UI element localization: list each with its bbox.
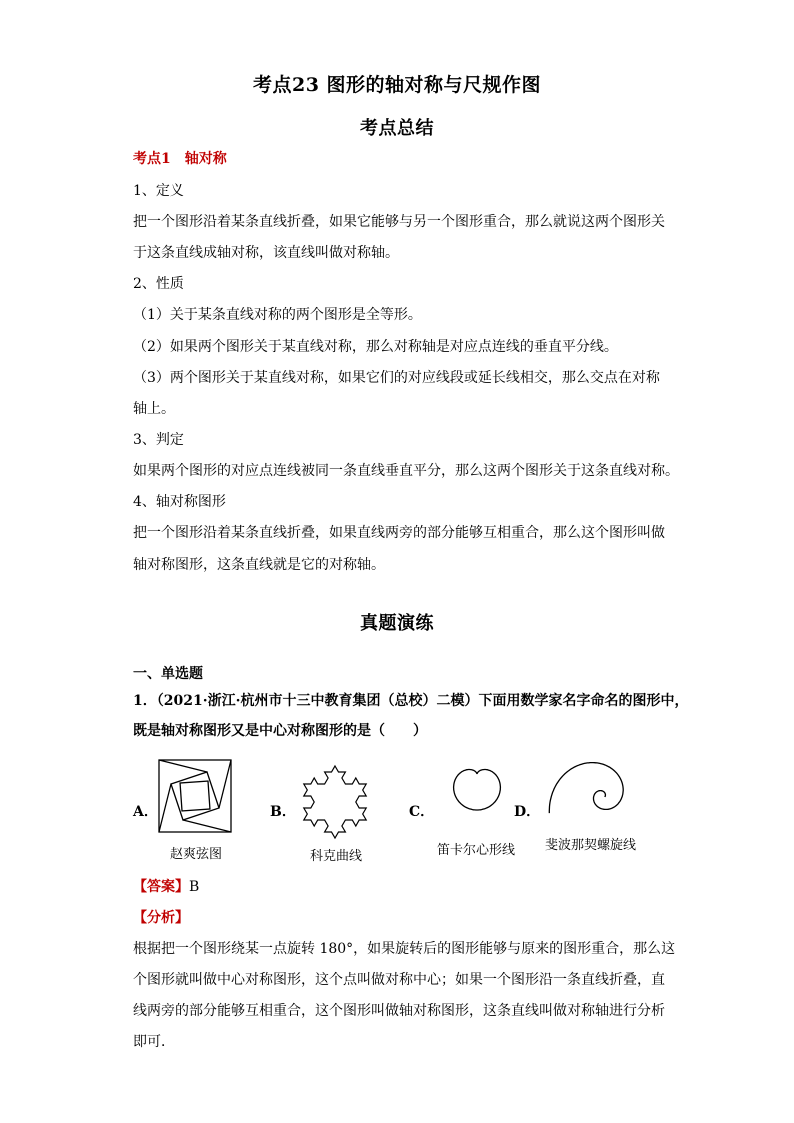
fibonacci-spiral-image [560, 764, 632, 820]
koch-curve-path [304, 766, 366, 838]
definition-line-1: 把一个图形沿着某条直线折叠，如果它能够与另一个图形重合，那么就说这两个图形关 [133, 214, 665, 230]
koch-snowflake-image [290, 760, 380, 840]
cardioid-image [437, 760, 517, 836]
property-3-line-1: （3）两个图形关于某直线对称，如果它们的对应线段或延长线相交，那么交点在对称 [133, 370, 660, 386]
document-title: 考点23 图形的轴对称与尺规作图 [252, 74, 542, 96]
analysis-line-1: 根据把一个图形绕某一点旋转 180°，如果旋转后的图形能够与原来的图形重合，那么这 [133, 941, 676, 957]
axis-figure-line-1: 把一个图形沿着某条直线折叠，如果直线两旁的部分能够互相重合，那么这个图形叫做 [133, 525, 665, 541]
option-a-letter: A． [133, 804, 158, 820]
judgement-heading: 3、判定 [133, 432, 184, 448]
cardioid-path [454, 770, 501, 811]
spiral-path [549, 763, 623, 814]
answer-value: B [189, 879, 200, 895]
axis-figure-line-2: 轴对称图形，这条直线就是它的对称轴。 [133, 557, 385, 573]
option-d-letter: D． [514, 804, 541, 820]
option-c-letter: C． [409, 804, 435, 820]
analysis-line-2: 个图形就叫做中心对称图形，这个点叫做对称中心；如果一个图形沿一条直线折叠，直 [133, 972, 665, 988]
option-a-caption: 赵爽弦图 [170, 847, 223, 862]
option-d-caption: 斐波那契螺旋线 [545, 838, 637, 853]
analysis-line-4: 即可． [133, 1034, 175, 1050]
property-1: （1）关于某条直线对称的两个图形是全等形。 [133, 307, 422, 323]
definition-heading: 1、定义 [133, 183, 184, 199]
property-heading: 2、性质 [133, 276, 184, 292]
question-1-line-1: 1．（2021·浙江·杭州市十三中教育集团（总校）二模）下面用数学家名字命名的图形中， [133, 693, 689, 709]
question-1-line-2: 既是轴对称图形又是中心对称图形的是（ ） [133, 723, 427, 739]
property-3-line-2: 轴上。 [133, 401, 175, 417]
analysis-label: 【分析】 [133, 910, 189, 926]
section-heading-practice: 真题演练 [360, 613, 434, 634]
definition-line-2: 于这条直线成轴对称，该直线叫做对称轴。 [133, 245, 399, 261]
property-2: （2）如果两个图形关于某直线对称，那么对称轴是对应点连线的垂直平分线。 [133, 339, 618, 355]
topic-label: 考点1 轴对称 [133, 151, 227, 167]
section-heading-summary: 考点总结 [360, 118, 434, 139]
answer-line [133, 877, 673, 897]
zhao-shuang-diagram-image [158, 759, 234, 835]
answer-label: 【答案】 [133, 879, 189, 895]
analysis-line-3: 线两旁的部分能够互相重合，这个图形叫做轴对称图形，这条直线叫做对称轴进行分析 [133, 1003, 665, 1019]
axis-figure-heading: 4、轴对称图形 [133, 494, 226, 510]
question-type: 一、单选题 [133, 666, 203, 682]
option-c-caption: 笛卡尔心形线 [437, 843, 516, 858]
judgement-line: 如果两个图形的对应点连线被同一条直线垂直平分，那么这两个图形关于这条直线对称。 [133, 463, 679, 479]
option-b-caption: 科克曲线 [310, 849, 363, 864]
option-b-letter: B． [270, 804, 296, 820]
